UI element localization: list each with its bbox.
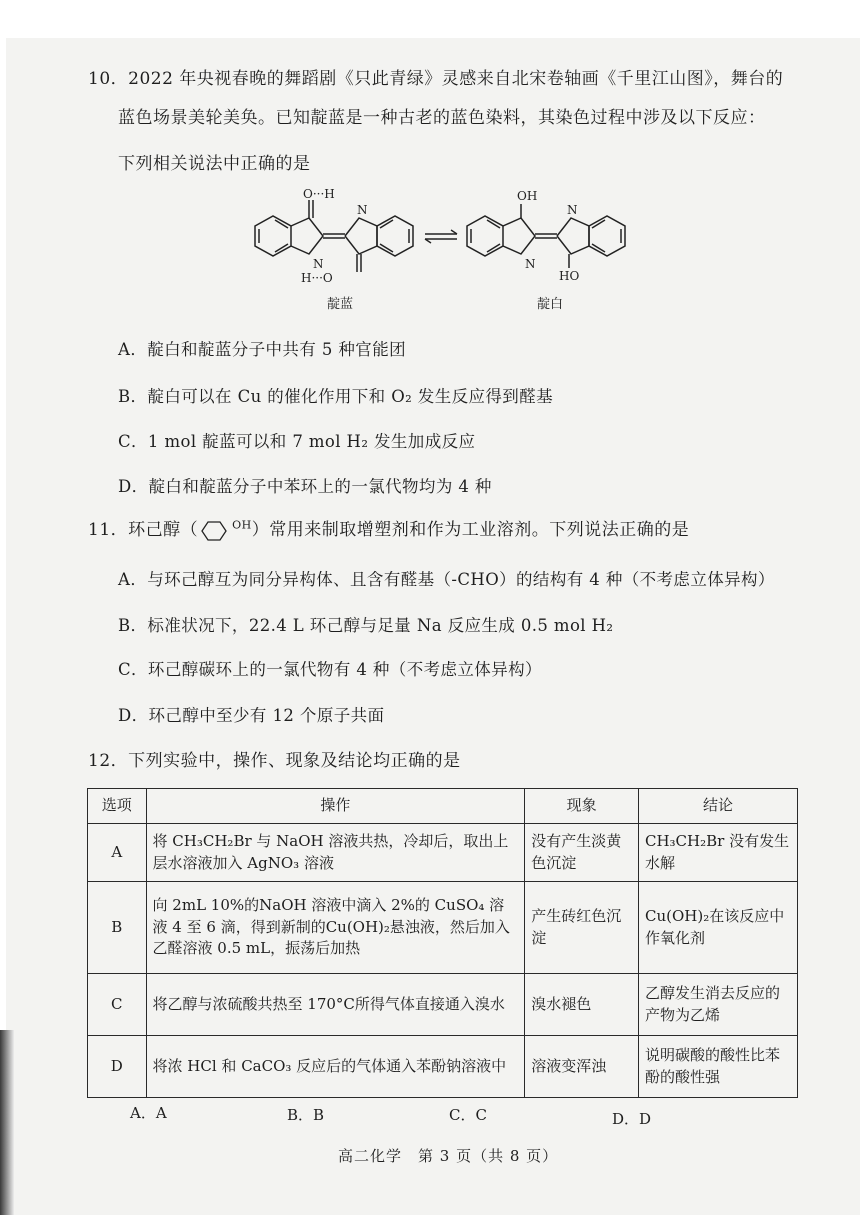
q10-option-b: B．靛白可以在 Cu 的催化作用下和 O₂ 发生反应得到醛基 [118,387,553,406]
table-row [88,1036,798,1098]
header-conclusion: 结论 [638,789,797,824]
row-c-phenomenon: 溴水褪色 [525,974,639,1036]
q11-option-b: B．标准状况下，22.4 L 环己醇与足量 Na 反应生成 0.5 mol H₂ [118,616,614,635]
indigo-atom-n-right: N [357,203,368,217]
q11-option-d: D．环己醇中至少有 12 个原子共面 [118,706,385,725]
table-header-row [88,789,798,824]
row-a-option: A [88,824,147,882]
q12-answer-a: A．A [130,1104,167,1122]
leuco-atom-n-right: N [567,203,578,217]
row-a-operation: 将 CH₃CH₂Br 与 NaOH 溶液共热，冷却后，取出上层水溶液加入 AgNO₃ 溶液 [146,824,525,882]
indigo-atom-n-left: N [313,257,324,271]
q11-option-a: A．与环己醇互为同分异构体、且含有醛基（-CHO）的结构有 4 种（不考虑立体异构） [118,570,775,589]
row-d-option: D [88,1036,147,1098]
indigo-structure [255,200,413,272]
equilibrium-arrow [425,230,457,243]
q11-stem-post: ）常用来制取增塑剂和作为工业溶剂。下列说法正确的是 [251,520,690,540]
indigo-atom-h-bottom: H···O [301,271,333,285]
header-option: 选项 [88,789,147,824]
q10-line2: 蓝色场景美轮美奂。已知靛蓝是一种古老的蓝色染料，其染色过程中涉及以下反应： [118,108,766,128]
leuco-atom-oh: OH [517,189,538,203]
leucoindigo-label: 靛白 [537,297,564,312]
row-d-conclusion: 说明碳酸的酸性比苯酚的酸性强 [638,1036,797,1098]
indigo-benzene-left [255,216,291,256]
row-b-option: B [88,882,147,974]
row-c-operation: 将乙醇与浓硫酸共热至 170°C所得气体直接通入溴水 [146,974,525,1036]
row-b-phenomenon: 产生砖红色沉淀 [525,882,639,974]
q10-option-a: A．靛白和靛蓝分子中共有 5 种官能团 [118,340,407,359]
header-phenomenon: 现象 [525,789,639,824]
leuco-benzene-right [589,216,625,256]
row-a-conclusion: CH₃CH₂Br 没有发生水解 [638,824,797,882]
indigo-label: 靛蓝 [327,297,354,312]
header-operation: 操作 [146,789,525,824]
table-row [88,882,798,974]
table-row [88,974,798,1036]
q12-answer-d: D．D [612,1110,652,1128]
leuco-atom-ho: HO [559,269,580,283]
row-d-operation: 将浓 HCl 和 CaCO₃ 反应后的气体通入苯酚钠溶液中 [146,1036,525,1098]
page-footer: 高二化学 第 3 页（共 8 页） [338,1147,559,1165]
indigo-reaction-figure [245,178,665,313]
cyclohexanol-icon [198,520,232,542]
row-c-conclusion: 乙醇发生消去反应的产物为乙烯 [638,974,797,1036]
row-d-phenomenon: 溶液变浑浊 [525,1036,639,1098]
table-row [88,824,798,882]
q12-answer-b: B．B [287,1106,325,1124]
q12-stem: 12．下列实验中，操作、现象及结论均正确的是 [88,751,461,771]
indigo-atom-o-top: O···H [303,187,335,201]
q11-oh-label: OH [232,518,252,532]
q11-option-c: C．环己醇碳环上的一氯代物有 4 种（不考虑立体异构） [118,660,542,679]
experiment-table [87,788,798,1098]
row-b-operation: 向 2mL 10%的NaOH 溶液中滴入 2%的 CuSO₄ 溶液 4 至 6 滴，得到新制的Cu(OH)₂悬浊液，然后加入乙醛溶液 0.5 mL，振荡后加热 [146,882,525,974]
q12-answer-c: C．C [449,1106,487,1124]
indigo-benzene-right [377,216,413,256]
q10-option-d: D．靛白和靛蓝分子中苯环上的一氯代物均为 4 种 [118,477,492,496]
row-b-conclusion: Cu(OH)₂在该反应中作氧化剂 [638,882,797,974]
q11-stem-pre: 11．环己醇（ [88,520,199,540]
row-c-option: C [88,974,147,1036]
scan-edge-shadow [0,1030,14,1215]
q10-line3: 下列相关说法中正确的是 [118,154,311,174]
row-a-phenomenon: 没有产生淡黄色沉淀 [525,824,639,882]
leuco-benzene-left [467,216,503,256]
leuco-atom-n-left: N [525,257,536,271]
q10-option-c: C．1 mol 靛蓝可以和 7 mol H₂ 发生加成反应 [118,432,476,451]
q10-line1: 10．2022 年央视春晚的舞蹈剧《只此青绿》灵感来自北宋卷轴画《千里江山图》，舞台的 [88,69,784,89]
q11-stem [88,515,689,542]
leucoindigo-structure [467,204,625,268]
